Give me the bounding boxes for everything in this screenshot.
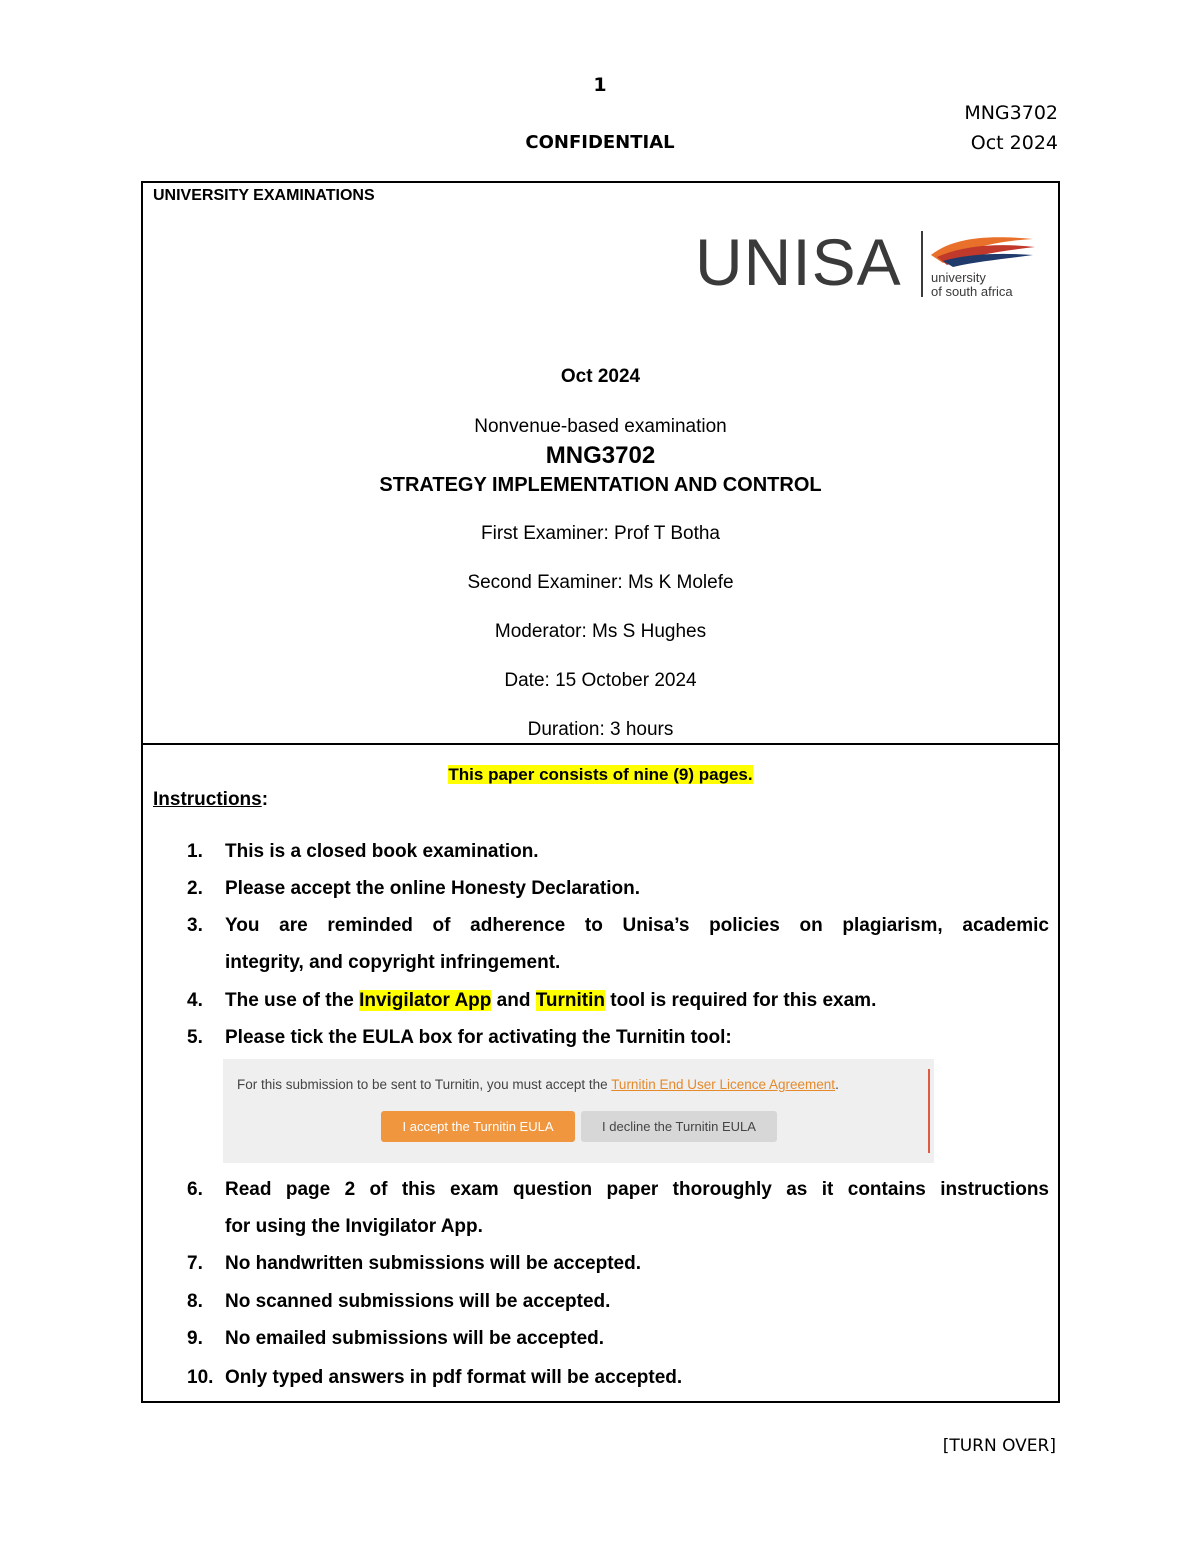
instructions-box: [141, 741, 1060, 1403]
accept-eula-button: I accept the Turnitin EULA: [381, 1111, 575, 1142]
item-text: Please tick the EULA box for activating the Turnitin tool:: [225, 1027, 732, 1048]
confidential-label: CONFIDENTIAL: [525, 132, 675, 153]
unisa-logo: [695, 227, 1040, 307]
item-number: 5.: [187, 1027, 203, 1048]
logo-divider: [921, 231, 923, 297]
exam-duration: Duration: 3 hours: [527, 719, 674, 740]
eula-screenshot: [223, 1059, 934, 1163]
item-text-line2: for using the Invigilator App.: [225, 1216, 483, 1237]
item-text: No scanned submissions will be accepted.: [225, 1291, 611, 1312]
instructions-heading-text: Instructions: [153, 789, 262, 810]
decline-eula-button: I decline the Turnitin EULA: [581, 1111, 777, 1142]
first-examiner: First Examiner: Prof T Botha: [481, 523, 720, 544]
item-text: No handwritten submissions will be accepted.: [225, 1253, 641, 1274]
header-course-code: MNG3702: [964, 102, 1058, 124]
page-count-highlight: This paper consists of nine (9) pages.: [448, 765, 753, 784]
instructions-heading: [153, 789, 268, 811]
item-text: Please accept the online Honesty Declaration.: [225, 878, 640, 899]
item-text-mid: and: [491, 990, 536, 1011]
course-code: MNG3702: [545, 442, 656, 469]
turnitin-highlight: Turnitin: [535, 990, 606, 1011]
item-text: No emailed submissions will be accepted.: [225, 1328, 605, 1349]
turn-over-label: [TURN OVER]: [942, 1436, 1056, 1456]
item-number: 1.: [187, 841, 203, 862]
exam-date: Date: 15 October 2024: [504, 670, 697, 691]
item-text: Only typed answers in pdf format will be accepted.: [225, 1367, 683, 1388]
item-number: 8.: [187, 1291, 203, 1312]
eula-text-before: For this submission to be sent to Turnitin, you must accept the: [237, 1077, 612, 1092]
item-number: 6.: [187, 1179, 203, 1200]
logo-line-south-africa: of south africa: [931, 284, 1013, 299]
instructions-heading-colon: :: [261, 789, 269, 810]
logo-flag-icon: [929, 233, 1037, 269]
page-number: 1: [593, 74, 607, 96]
cover-box: [141, 181, 1060, 745]
eula-red-border: [928, 1069, 930, 1153]
item-number: 7.: [187, 1253, 203, 1274]
logo-line-university: university: [931, 270, 986, 285]
item-number: 10.: [187, 1367, 214, 1388]
item-number: 2.: [187, 878, 203, 899]
exam-type: Nonvenue-based examination: [474, 416, 727, 437]
item-text-line2: integrity, and copyright infringement.: [225, 952, 561, 973]
eula-text-after: .: [835, 1077, 839, 1092]
logo-wordmark: UNISA: [695, 225, 902, 299]
eula-prompt: [237, 1077, 839, 1092]
item-text-pre: The use of the: [225, 990, 360, 1011]
moderator: Moderator: Ms S Hughes: [494, 621, 707, 642]
eula-link: Turnitin End User Licence Agreement: [611, 1077, 836, 1092]
item-number: 3.: [187, 915, 203, 936]
item-text: This is a closed book examination.: [225, 841, 539, 862]
item-number: 9.: [187, 1328, 203, 1349]
course-title: STRATEGY IMPLEMENTATION AND CONTROL: [379, 474, 822, 496]
item-text-line1: You are reminded of adherence to Unisa’s policies on plagiarism, academic: [225, 915, 1049, 936]
invigilator-app-highlight: Invigilator App: [359, 990, 492, 1011]
university-examinations-label: UNIVERSITY EXAMINATIONS: [153, 187, 375, 204]
exam-session: Oct 2024: [560, 366, 641, 387]
second-examiner: Second Examiner: Ms K Molefe: [467, 572, 734, 593]
item-number: 4.: [187, 990, 203, 1011]
item-text-line1: Read page 2 of this exam question paper thoroughly as it contains instructions: [225, 1179, 1049, 1200]
page-count-note: [143, 765, 1058, 785]
item-text-post: tool is required for this exam.: [605, 990, 877, 1011]
header-date: Oct 2024: [970, 132, 1058, 154]
item-text: [225, 982, 1049, 1019]
